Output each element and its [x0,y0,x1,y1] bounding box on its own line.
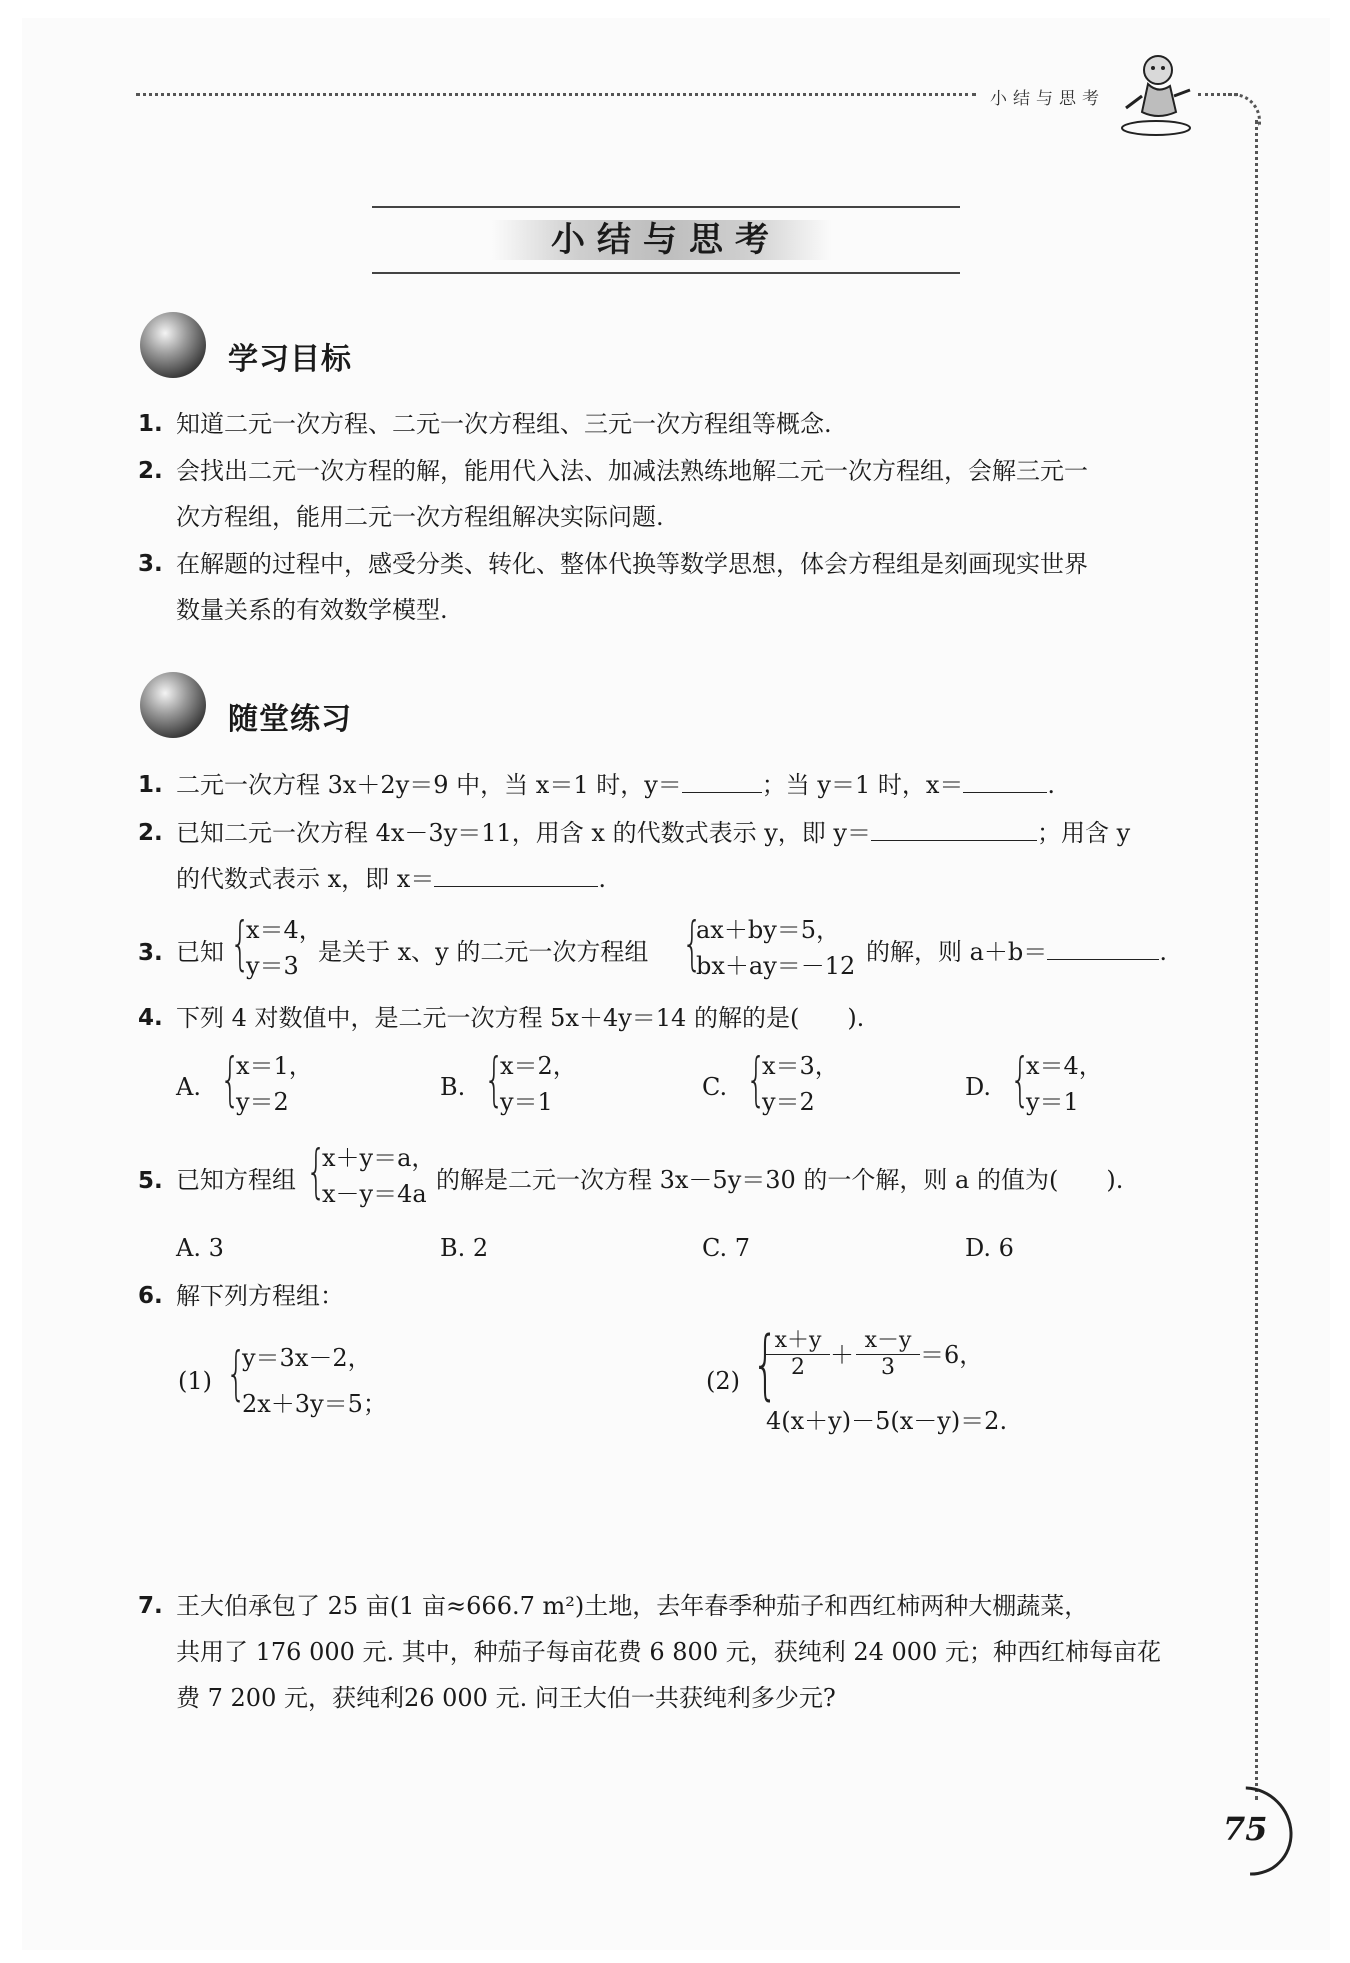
operator: ＋ [830,1341,854,1369]
goal-text: 会找出二元一次方程的解，能用代入法、加减法熟练地解二元一次方程组，会解三元一 [176,457,1088,485]
question-2 [176,818,1130,848]
equation: y＝2 [236,1088,289,1116]
option-value: 3 [208,1234,224,1262]
option-label: D. [965,1234,992,1262]
header-rule-left [136,93,976,96]
chapter-title-box [372,206,960,274]
option-system-b[interactable] [500,1048,577,1120]
option-value: 2 [472,1234,489,1262]
option-5a[interactable] [176,1233,224,1263]
equation: 4(x＋y)－5(x－y)＝2. [766,1407,1008,1435]
question-3-tail [866,937,1167,967]
goal-text: 知道二元一次方程、二元一次方程组、三元一次方程组等概念. [176,410,832,438]
chapter-title: 小结与思考 [551,220,781,260]
equation: x＋y＝a， [322,1144,436,1172]
question-text: ；用含 y [1036,819,1131,847]
answer-blank[interactable] [963,770,1047,793]
brace: { [752,1319,779,1408]
question-number: 2. [138,820,163,846]
brace: { [484,1045,505,1113]
header-label: 小结与思考 [990,89,1105,109]
mascot-icon [1118,52,1196,138]
equation: ＝6， [920,1341,984,1369]
answer-blank[interactable] [1047,937,1159,960]
question-text: . [1047,771,1056,799]
option-5c[interactable] [702,1233,750,1263]
section-heading-practice: 随堂练习 [228,702,352,737]
equation: x＝4， [246,916,323,944]
equation: x－y＝4a [322,1180,427,1208]
brace: { [682,909,703,977]
question-2-cont [176,864,606,894]
system-q6-1 [242,1340,387,1422]
option-5d[interactable] [965,1233,1014,1263]
goal-number: 1. [138,411,163,437]
question-number: 4. [138,1005,163,1031]
system-q3-given [246,912,323,984]
question-text: 王大伯承包了 25 亩(1 亩≈666.7 m²)土地，去年春季种茄子和西红柿两种大棚蔬菜， [176,1592,1089,1620]
equation: y＝1 [1026,1088,1079,1116]
question-number: 6. [138,1283,163,1309]
equation: bx＋ay＝－12 [696,952,856,980]
equation: x＝3， [762,1052,839,1080]
equation: 2x＋3y＝5； [242,1390,387,1418]
numerator: x＋y [766,1328,830,1355]
fraction [766,1328,830,1381]
option-label[interactable]: D. [965,1073,992,1101]
question-text: 的代数式表示 x，即 x＝ [176,865,435,893]
equation: y＝1 [500,1088,553,1116]
question-text: ；当 y＝1 时，x＝ [761,771,964,799]
brace: { [220,1045,241,1113]
goal-text: 在解题的过程中，感受分类、转化、整体代换等数学思想，体会方程组是刻画现实世界 [176,550,1088,578]
question-1 [176,770,1055,800]
option-value: 7 [734,1234,751,1262]
question-number: 5. [138,1168,163,1194]
answer-blank[interactable] [434,864,598,887]
question-text: 已知二元一次方程 4x－3y＝11，用含 x 的代数式表示 y，即 y＝ [176,819,871,847]
answer-blank[interactable] [871,818,1037,841]
globe-icon [140,672,206,738]
goal-number: 2. [138,458,163,484]
answer-blank[interactable] [682,770,762,793]
equation: y＝2 [762,1088,815,1116]
question-text: 已知方程组 [176,1166,296,1194]
option-label: B. [440,1234,466,1262]
question-text: 解下列方程组： [176,1282,344,1310]
fraction [856,1328,920,1381]
equation: y＝3x－2， [242,1344,372,1372]
brace: { [1010,1045,1031,1113]
section-heading-goals: 学习目标 [228,342,352,377]
system-q3 [696,912,855,984]
option-label[interactable]: A. [176,1073,201,1101]
page-number: 75 [1223,1810,1268,1848]
brace: { [230,909,251,977]
equation: x＝4， [1026,1052,1103,1080]
question-text: 已知 [176,938,224,966]
part-label: (2) [706,1367,740,1395]
question-number: 7. [138,1593,163,1619]
goal-text: 数量关系的有效数学模型. [176,596,448,624]
right-margin-rule [1255,120,1258,1800]
goal-number: 3. [138,551,163,577]
brace: { [746,1045,767,1113]
question-text: . [598,865,606,893]
option-5b[interactable] [440,1233,488,1263]
equation: y＝3 [246,952,299,980]
equation: ax＋by＝5， [696,916,841,944]
goal-text: 次方程组，能用二元一次方程组解决实际问题. [176,503,664,531]
denominator: 2 [791,1355,805,1380]
option-label: C. [702,1234,728,1262]
brace: { [306,1137,327,1205]
option-label[interactable]: C. [702,1073,728,1101]
question-text: 是关于 x、y 的二元一次方程组 [318,938,649,966]
question-text: 费 7 200 元，获纯利26 000 元. 问王大伯一共获纯利多少元? [176,1684,836,1712]
part-label: (1) [178,1367,212,1395]
question-text: 的解，则 a＋b＝ [866,938,1048,966]
option-label[interactable]: B. [440,1073,466,1101]
option-system-c[interactable] [762,1048,839,1120]
question-text: . [1159,938,1167,966]
question-text: 二元一次方程 3x＋2y＝9 中，当 x＝1 时，y＝ [176,771,682,799]
question-text: 共用了 176 000 元. 其中，种茄子每亩花费 6 800 元，获纯利 24 000 元；种西红柿每亩花 [176,1638,1161,1666]
denominator: 3 [881,1355,895,1380]
question-text: 下列 4 对数值中，是二元一次方程 5x＋4y＝14 的解的是( ). [176,1004,865,1032]
numerator: x－y [856,1328,920,1355]
equation: x＝2， [500,1052,577,1080]
option-label: A. [176,1234,201,1262]
question-number: 1. [138,772,163,798]
question-number: 3. [138,940,163,966]
option-system-d[interactable] [1026,1048,1103,1120]
globe-icon [140,312,206,378]
option-value: 6 [998,1234,1014,1262]
system-q5 [322,1140,435,1212]
equation: x＝1， [236,1052,313,1080]
option-system-a[interactable] [236,1048,313,1120]
question-text: 的解是二元一次方程 3x－5y＝30 的一个解，则 a 的值为( ). [436,1166,1124,1194]
brace: { [226,1339,247,1407]
